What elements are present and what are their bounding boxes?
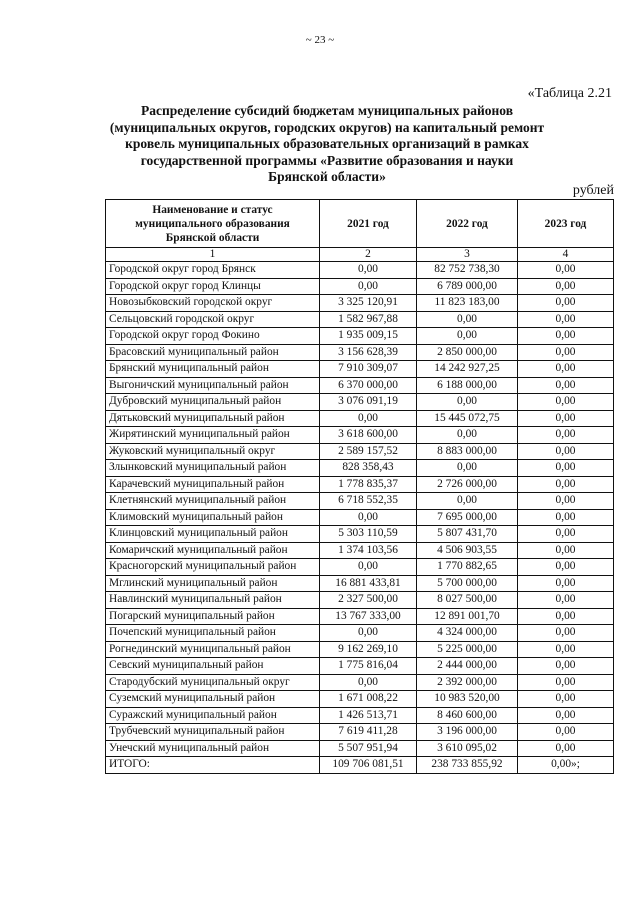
value-2022-cell: 12 891 001,70 <box>417 608 518 625</box>
units-label: рублей <box>572 183 614 198</box>
value-2022-cell: 8 027 500,00 <box>417 592 518 609</box>
value-2023-cell: 0,00 <box>518 559 614 576</box>
table-row <box>106 658 614 675</box>
table-row <box>106 740 614 757</box>
value-2021-cell: 3 076 091,19 <box>320 394 417 411</box>
municipality-name-cell: Сельцовский городской округ <box>106 311 320 328</box>
value-2021-cell: 1 426 513,71 <box>320 707 417 724</box>
municipality-name-cell: Брасовский муниципальный район <box>106 344 320 361</box>
value-2023-cell: 0,00 <box>518 361 614 378</box>
value-2023-cell: 0,00 <box>518 443 614 460</box>
value-2022-cell: 4 324 000,00 <box>417 625 518 642</box>
value-2022-cell: 82 752 738,30 <box>417 262 518 279</box>
value-2022-cell: 11 823 183,00 <box>417 295 518 312</box>
value-2023-cell: 0,00 <box>518 707 614 724</box>
table-row <box>106 575 614 592</box>
value-2023-cell: 0,00 <box>518 328 614 345</box>
municipality-name-cell: Городской округ город Брянск <box>106 262 320 279</box>
municipality-name-cell: Карачевский муниципальный район <box>106 476 320 493</box>
value-2022-cell: 2 850 000,00 <box>417 344 518 361</box>
value-2022-cell: 14 242 927,25 <box>417 361 518 378</box>
municipality-name-cell: Комаричский муниципальный район <box>106 542 320 559</box>
value-2021-cell: 1 778 835,37 <box>320 476 417 493</box>
value-2023-cell: 0,00 <box>518 526 614 543</box>
value-2021-cell: 828 358,43 <box>320 460 417 477</box>
table-row <box>106 443 614 460</box>
table-row <box>106 377 614 394</box>
municipality-name-cell: Новозыбковский городской округ <box>106 295 320 312</box>
value-2022-cell: 0,00 <box>417 394 518 411</box>
title-line: государственной программы «Развитие образования и науки <box>140 152 514 168</box>
value-2022-cell: 6 789 000,00 <box>417 278 518 295</box>
municipality-name-cell: Клетнянский муниципальный район <box>106 493 320 510</box>
value-2021-cell: 3 156 628,39 <box>320 344 417 361</box>
column-number: 1 <box>106 248 320 262</box>
table-row <box>106 691 614 708</box>
subsidy-table <box>105 199 614 774</box>
municipality-name-cell: Дятьковский муниципальный район <box>106 410 320 427</box>
value-2023-cell: 0,00 <box>518 641 614 658</box>
value-2021-cell: 5 507 951,94 <box>320 740 417 757</box>
title-line: кровель муниципальных образовательных организаций в рамках <box>125 136 529 151</box>
value-2021-cell: 0,00 <box>320 625 417 642</box>
municipality-name-cell: Севский муниципальный район <box>106 658 320 675</box>
value-2023-cell: 0,00 <box>518 278 614 295</box>
value-2023-cell: 0,00 <box>518 311 614 328</box>
value-2023-cell: 0,00»; <box>518 757 614 774</box>
value-2022-cell: 8 883 000,00 <box>417 443 518 460</box>
header-name: Наименование и статус муниципального образования Брянской области <box>106 200 320 248</box>
value-2023-cell: 0,00 <box>518 460 614 477</box>
municipality-name-cell: Почепский муниципальный район <box>106 625 320 642</box>
value-2022-cell: 7 695 000,00 <box>417 509 518 526</box>
value-2022-cell: 0,00 <box>417 328 518 345</box>
municipality-name-cell: Красногорский муниципальный район <box>106 559 320 576</box>
municipality-name-cell: Стародубский муниципальный округ <box>106 674 320 691</box>
value-2023-cell: 0,00 <box>518 658 614 675</box>
value-2022-cell: 0,00 <box>417 427 518 444</box>
table-row <box>106 311 614 328</box>
value-2021-cell: 1 935 009,15 <box>320 328 417 345</box>
value-2023-cell: 0,00 <box>518 691 614 708</box>
column-number-row <box>106 248 614 262</box>
value-2021-cell: 1 671 008,22 <box>320 691 417 708</box>
value-2021-cell: 0,00 <box>320 509 417 526</box>
table-row <box>106 262 614 279</box>
value-2023-cell: 0,00 <box>518 608 614 625</box>
value-2023-cell: 0,00 <box>518 295 614 312</box>
municipality-name-cell: Рогнединский муниципальный район <box>106 641 320 658</box>
table-row <box>106 278 614 295</box>
municipality-name-cell: Брянский муниципальный район <box>106 361 320 378</box>
value-2023-cell: 0,00 <box>518 592 614 609</box>
table-row <box>106 674 614 691</box>
header-2021: 2021 год <box>320 200 417 248</box>
value-2021-cell: 109 706 081,51 <box>320 757 417 774</box>
value-2023-cell: 0,00 <box>518 493 614 510</box>
page-number: ~ 23 ~ <box>305 34 335 46</box>
value-2022-cell: 3 196 000,00 <box>417 724 518 741</box>
value-2021-cell: 16 881 433,81 <box>320 575 417 592</box>
municipality-name-cell: Мглинский муниципальный район <box>106 575 320 592</box>
value-2022-cell: 15 445 072,75 <box>417 410 518 427</box>
value-2022-cell: 5 700 000,00 <box>417 575 518 592</box>
table-label: «Таблица 2.21 <box>527 86 612 101</box>
value-2021-cell: 1 775 816,04 <box>320 658 417 675</box>
value-2021-cell: 1 374 103,56 <box>320 542 417 559</box>
value-2022-cell: 4 506 903,55 <box>417 542 518 559</box>
table-row <box>106 476 614 493</box>
value-2023-cell: 0,00 <box>518 542 614 559</box>
table-row <box>106 328 614 345</box>
value-2021-cell: 0,00 <box>320 410 417 427</box>
value-2021-cell: 7 910 309,07 <box>320 361 417 378</box>
municipality-name-cell: Выгоничский муниципальный район <box>106 377 320 394</box>
table-row <box>106 394 614 411</box>
municipality-name-cell: Унечский муниципальный район <box>106 740 320 757</box>
table-row <box>106 542 614 559</box>
table-row <box>106 361 614 378</box>
value-2021-cell: 1 582 967,88 <box>320 311 417 328</box>
table-row <box>106 625 614 642</box>
value-2021-cell: 2 589 157,52 <box>320 443 417 460</box>
municipality-name-cell: Злынковский муниципальный район <box>106 460 320 477</box>
value-2023-cell: 0,00 <box>518 344 614 361</box>
municipality-name-cell: Городской округ город Фокино <box>106 328 320 345</box>
value-2023-cell: 0,00 <box>518 377 614 394</box>
table-row <box>106 344 614 361</box>
value-2021-cell: 7 619 411,28 <box>320 724 417 741</box>
municipality-name-cell: Жирятинский муниципальный район <box>106 427 320 444</box>
value-2023-cell: 0,00 <box>518 740 614 757</box>
table-row <box>106 460 614 477</box>
municipality-name-cell: Городской округ город Клинцы <box>106 278 320 295</box>
value-2022-cell: 0,00 <box>417 311 518 328</box>
document-title <box>96 103 558 186</box>
value-2023-cell: 0,00 <box>518 509 614 526</box>
value-2021-cell: 13 767 333,00 <box>320 608 417 625</box>
municipality-name-cell: Клинцовский муниципальный район <box>106 526 320 543</box>
value-2023-cell: 0,00 <box>518 262 614 279</box>
value-2022-cell: 2 444 000,00 <box>417 658 518 675</box>
municipality-name-cell: Суражский муниципальный район <box>106 707 320 724</box>
value-2022-cell: 2 392 000,00 <box>417 674 518 691</box>
municipality-name-cell: Погарский муниципальный район <box>106 608 320 625</box>
value-2022-cell: 5 807 431,70 <box>417 526 518 543</box>
municipality-name-cell: Жуковский муниципальный округ <box>106 443 320 460</box>
value-2023-cell: 0,00 <box>518 575 614 592</box>
table-row <box>106 427 614 444</box>
column-number: 2 <box>320 248 417 262</box>
column-number: 3 <box>417 248 518 262</box>
table-body <box>106 262 614 774</box>
table-row <box>106 295 614 312</box>
value-2021-cell: 3 325 120,91 <box>320 295 417 312</box>
title-line: (муниципальных округов, городских округов) на капитальный ремонт <box>109 119 545 135</box>
value-2022-cell: 1 770 882,65 <box>417 559 518 576</box>
municipality-name-cell: Дубровский муниципальный район <box>106 394 320 411</box>
header-2023: 2023 год <box>518 200 614 248</box>
value-2021-cell: 2 327 500,00 <box>320 592 417 609</box>
header-2022: 2022 год <box>417 200 518 248</box>
value-2021-cell: 9 162 269,10 <box>320 641 417 658</box>
table-row <box>106 608 614 625</box>
value-2023-cell: 0,00 <box>518 410 614 427</box>
table-total-row <box>106 757 614 774</box>
value-2022-cell: 3 610 095,02 <box>417 740 518 757</box>
municipality-name-cell: Суземский муниципальный район <box>106 691 320 708</box>
value-2023-cell: 0,00 <box>518 476 614 493</box>
value-2021-cell: 6 370 000,00 <box>320 377 417 394</box>
value-2021-cell: 0,00 <box>320 674 417 691</box>
value-2022-cell: 6 188 000,00 <box>417 377 518 394</box>
value-2023-cell: 0,00 <box>518 394 614 411</box>
value-2022-cell: 8 460 600,00 <box>417 707 518 724</box>
table-row <box>106 526 614 543</box>
value-2023-cell: 0,00 <box>518 625 614 642</box>
municipality-name-cell: Климовский муниципальный район <box>106 509 320 526</box>
value-2022-cell: 0,00 <box>417 493 518 510</box>
table-row <box>106 509 614 526</box>
value-2022-cell: 10 983 520,00 <box>417 691 518 708</box>
value-2021-cell: 0,00 <box>320 559 417 576</box>
value-2021-cell: 0,00 <box>320 278 417 295</box>
table-row <box>106 707 614 724</box>
value-2021-cell: 6 718 552,35 <box>320 493 417 510</box>
value-2021-cell: 5 303 110,59 <box>320 526 417 543</box>
value-2022-cell: 238 733 855,92 <box>417 757 518 774</box>
value-2022-cell: 5 225 000,00 <box>417 641 518 658</box>
title-line: Распределение субсидий бюджетам муниципальных районов <box>140 103 514 118</box>
value-2021-cell: 3 618 600,00 <box>320 427 417 444</box>
title-line: Брянской области» <box>268 169 386 184</box>
table-row <box>106 493 614 510</box>
municipality-name-cell: Навлинский муниципальный район <box>106 592 320 609</box>
value-2021-cell: 0,00 <box>320 262 417 279</box>
value-2022-cell: 2 726 000,00 <box>417 476 518 493</box>
value-2022-cell: 0,00 <box>417 460 518 477</box>
value-2023-cell: 0,00 <box>518 427 614 444</box>
column-number: 4 <box>518 248 614 262</box>
value-2023-cell: 0,00 <box>518 674 614 691</box>
table-row <box>106 724 614 741</box>
municipality-name-cell: ИТОГО: <box>106 757 320 774</box>
municipality-name-cell: Трубчевский муниципальный район <box>106 724 320 741</box>
table-row <box>106 592 614 609</box>
value-2023-cell: 0,00 <box>518 724 614 741</box>
table-row <box>106 641 614 658</box>
table-row <box>106 410 614 427</box>
table-row <box>106 559 614 576</box>
table-header-row <box>106 200 614 248</box>
